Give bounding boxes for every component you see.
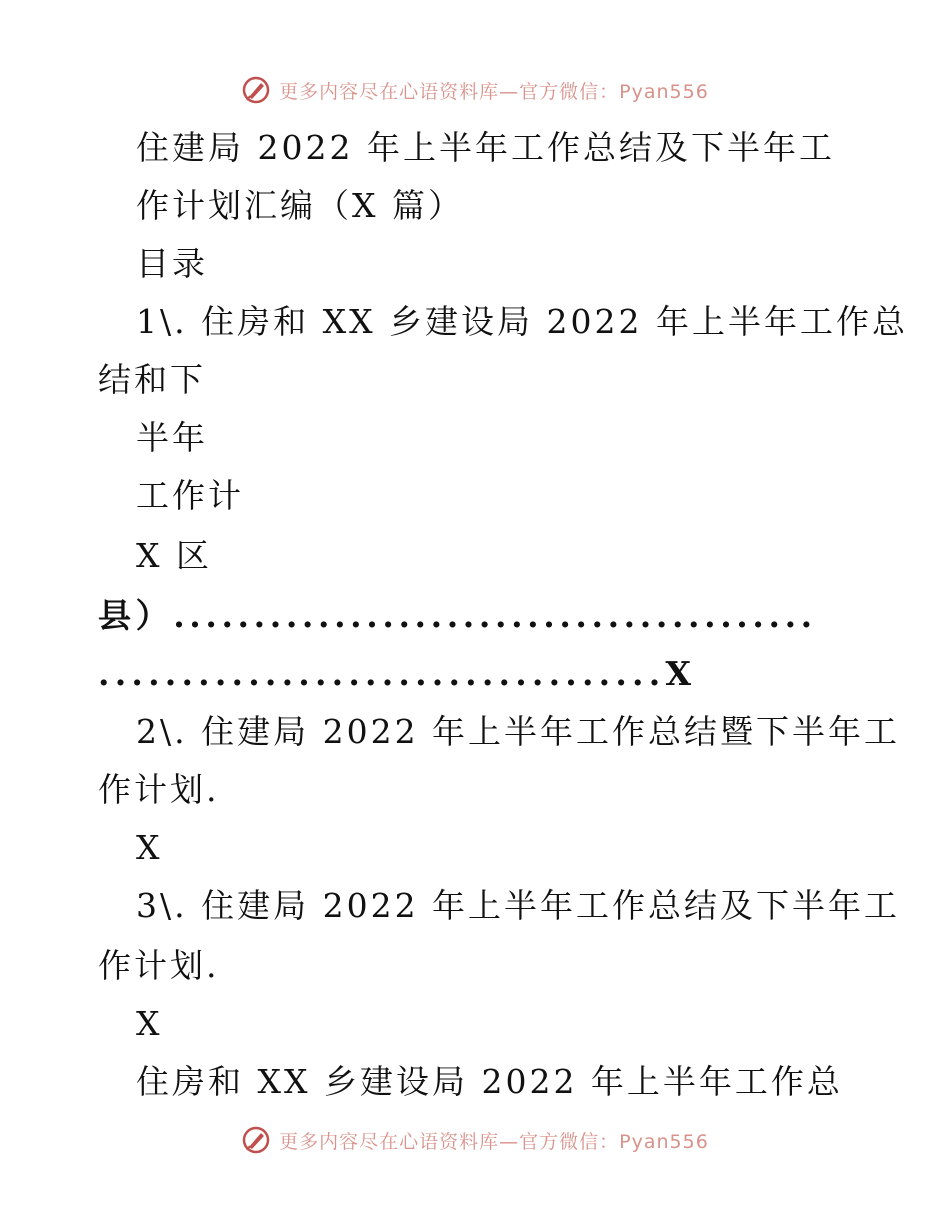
toc-item-3-line-b: 作计划. bbox=[98, 946, 220, 985]
toc-item-1-line-a: 1\. 住房和 XX 乡建设局 2022 年上半年工作总 bbox=[136, 302, 909, 341]
watermark-text: 更多内容尽在心语资料库—官方微信：Pyan556 bbox=[279, 1130, 709, 1153]
document-title-line-1: 住建局 2022 年上半年工作总结及下半年工 bbox=[136, 128, 835, 167]
watermark-footer bbox=[0, 1120, 950, 1160]
toc-item-1-line-b: 结和下 bbox=[98, 360, 206, 399]
toc-item-2-line-b: 作计划. bbox=[98, 770, 220, 809]
toc-item-3-page: X bbox=[136, 1004, 163, 1043]
toc-item-1-line-c: 半年 bbox=[136, 418, 208, 457]
document-title-line-2: 作计划汇编（X 篇） bbox=[136, 186, 464, 225]
toc-item-1-line-d: 工作计 bbox=[136, 476, 244, 515]
toc-heading: 目录 bbox=[136, 244, 208, 283]
toc-item-2-page: X bbox=[136, 828, 163, 867]
toc-item-1-line-e: X 区 bbox=[136, 536, 212, 575]
body-start-line: 住房和 XX 乡建设局 2022 年上半年工作总 bbox=[136, 1062, 843, 1101]
quill-logo-icon bbox=[241, 1125, 271, 1155]
toc-item-1-line-f: 县）........................................ bbox=[98, 596, 817, 635]
toc-item-1-line-g: ..................................X bbox=[98, 654, 697, 693]
toc-item-3-line-a: 3\. 住建局 2022 年上半年工作总结及下半年工 bbox=[136, 886, 901, 925]
toc-item-2-line-a: 2\. 住建局 2022 年上半年工作总结暨下半年工 bbox=[136, 712, 901, 751]
watermark-text: 更多内容尽在心语资料库—官方微信：Pyan556 bbox=[279, 80, 709, 103]
